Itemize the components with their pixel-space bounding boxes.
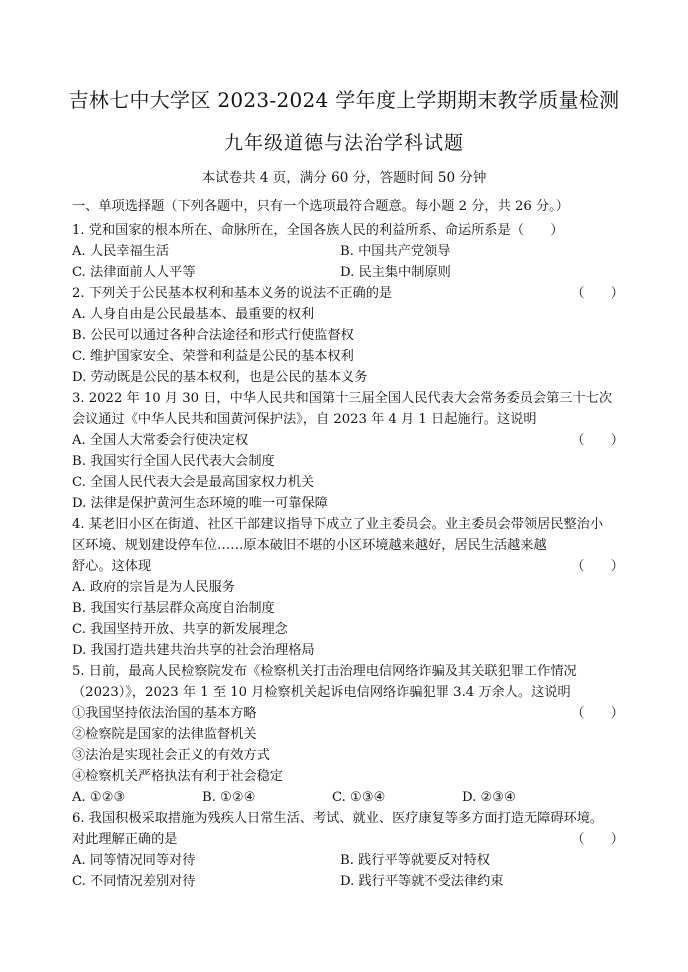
- question-5-stem-line-1: 5. 日前，最高人民检察院发布《检察机关打击治理电信网络诈骗及其关联犯罪工作情况: [72, 664, 577, 679]
- question-4-stem-line-2: 区环境、规划建设停车位……原本破旧不堪的小区环境越来越好，居民生活越来越: [72, 538, 547, 553]
- question-6-stem-line-1: 6. 我国积极采取措施为残疾人日常生活、考试、就业、医疗康复等多方面打造无障碍环境。: [72, 811, 604, 826]
- question-1-stem: [72, 220, 624, 241]
- section-heading: 一、单项选择题（下列各题中，只有一个选项最符合题意。每小题 2 分，共 26 分。）: [72, 199, 569, 214]
- question-3-stem-line-1: 3. 2022 年 10 月 30 日，中华人民共和国第十三届全国人民代表大会常务委员会第三十七次: [72, 391, 613, 406]
- question-5-option-d: D. ②③④: [462, 790, 516, 805]
- answer-paren: （ ）: [571, 559, 624, 574]
- question-4-option-b: B. 我国实行基层群众高度自治制度: [72, 601, 275, 616]
- question-1-stem-text: 1. 党和国家的根本所在、命脉所在，全国各族人民的利益所系、命运所系是: [72, 223, 511, 238]
- question-6-option-c: C. 不同情况差别对待: [72, 874, 196, 889]
- question-4-option-c: C. 我国坚持开放、共享的新发展理念: [72, 622, 288, 637]
- exam-title: 吉林七中大学区 2023-2024 学年度上学期期末教学质量检测: [68, 88, 620, 112]
- question-6-options-row-2: [72, 871, 624, 892]
- answer-paren: （ ）: [510, 223, 564, 238]
- question-1-option-a: A. 人民幸福生活: [72, 244, 170, 259]
- question-5-statement-2: ②检察院是国家的法律监督机关: [72, 727, 257, 742]
- answer-paren: （ ）: [571, 286, 624, 301]
- question-3-stem-line-2: 会议通过《中华人民共和国黄河保护法》，自 2023 年 4 月 1 日起施行。这说明: [72, 412, 537, 427]
- answer-paren: （ ）: [571, 433, 624, 448]
- question-5-statement-1-row: [72, 703, 624, 724]
- question-6-options-row-1: [72, 850, 624, 871]
- exam-info: 本试卷共 4 页，满分 60 分，答题时间 50 分钟: [201, 170, 487, 186]
- answer-paren: （ ）: [571, 832, 624, 847]
- question-6-stem-line-2: 对此理解正确的是: [72, 832, 178, 847]
- question-5-stem-line-2: （2023）》，2023 年 1 至 10 月检察机关起诉电信网络诈骗犯罪 3.4 万余人。这说明: [72, 685, 571, 700]
- question-6-option-a: A. 同等情况同等对待: [72, 853, 196, 868]
- answer-paren: （ ）: [571, 706, 624, 721]
- exam-subtitle: 九年级道德与法治学科试题: [223, 132, 464, 154]
- question-4-option-a: A. 政府的宗旨是为人民服务: [72, 580, 235, 595]
- question-1-option-c: C. 法律面前人人平等: [72, 265, 196, 280]
- question-2-stem: [72, 283, 624, 304]
- question-5-statement-1: ①我国坚持依法治国的基本方略: [72, 706, 257, 721]
- question-3-option-a: A. 全国人大常委会行使决定权: [72, 433, 249, 448]
- question-6-stem-line-2-row: [72, 829, 624, 850]
- question-4-stem-line-3-row: [72, 556, 624, 577]
- question-1-options-row-2: [72, 262, 624, 283]
- question-5-option-b: B. ①②④: [202, 790, 256, 805]
- question-5-options-row: [72, 787, 624, 808]
- question-1-options-row-1: [72, 241, 624, 262]
- question-2-stem-text: 2. 下列关于公民基本权利和基本义务的说法不正确的是: [72, 286, 393, 301]
- question-2-option-a: A. 人身自由是公民最基本、最重要的权利: [72, 307, 315, 322]
- question-5-option-a: A. ①②③: [72, 790, 126, 805]
- question-2-option-c: C. 维护国家安全、荣誉和利益是公民的基本权利: [72, 349, 354, 364]
- question-5-statement-3: ③法治是实现社会正义的有效方式: [72, 748, 270, 763]
- question-4-stem-line-1: 4. 某老旧小区在街道、社区干部建议指导下成立了业主委员会。业主委员会带领居民整治小: [72, 517, 604, 532]
- question-content: [72, 196, 624, 892]
- question-6-option-b: B. 践行平等就要反对特权: [340, 853, 490, 868]
- question-2-option-b: B. 公民可以通过各种合法途径和形式行使监督权: [72, 328, 354, 343]
- question-4-stem-line-3: 舒心。这体现: [72, 559, 152, 574]
- question-3-option-c: C. 全国人民代表大会是最高国家权力机关: [72, 475, 315, 490]
- question-3-option-d: D. 法律是保护黄河生态环境的唯一可靠保障: [72, 496, 328, 511]
- question-2-option-d: D. 劳动既是公民的基本权利，也是公民的基本义务: [72, 370, 368, 385]
- question-4-option-d: D. 我国打造共建共治共享的社会治理格局: [72, 643, 315, 658]
- question-5-option-c: C. ①③④: [332, 790, 386, 805]
- question-5-statement-4: ④检察机关严格执法有利于社会稳定: [72, 769, 283, 784]
- question-6-option-d: D. 践行平等就不受法律约束: [340, 874, 504, 889]
- question-1-option-b: B. 中国共产党领导: [340, 244, 451, 259]
- question-1-option-d: D. 民主集中制原则: [340, 265, 451, 280]
- question-3-option-a-line: [72, 430, 624, 451]
- question-3-option-b: B. 我国实行全国人民代表大会制度: [72, 454, 275, 469]
